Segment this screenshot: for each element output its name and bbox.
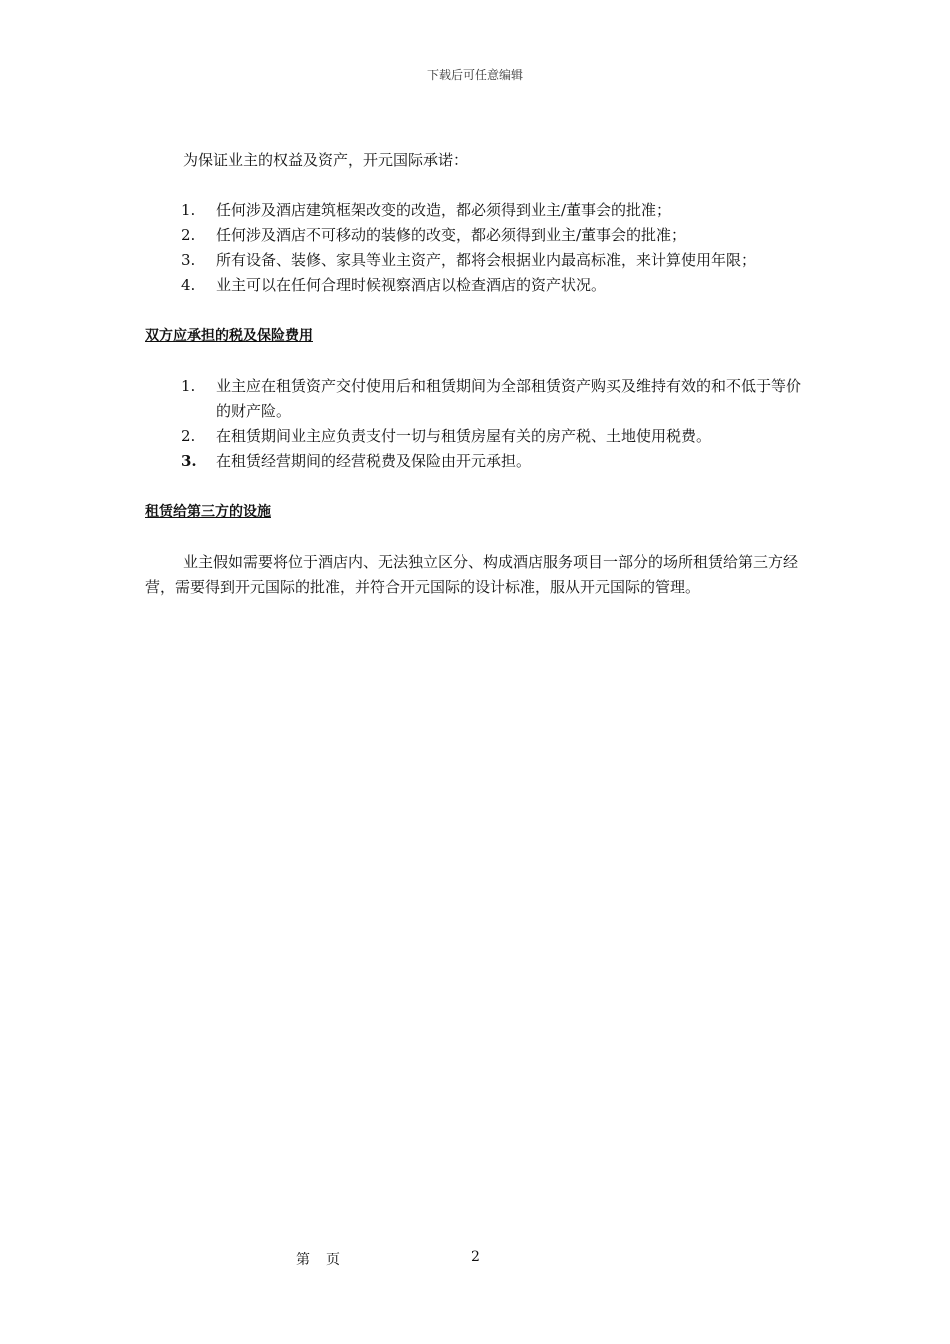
section-heading-third-party: 租赁给第三方的设施 [145, 504, 271, 520]
list-number: 2. [181, 427, 196, 445]
document-body [145, 148, 810, 600]
list-number: 4. [181, 276, 196, 294]
list-text: 业主应在租赁资产交付使用后和租赁期间为全部租赁资产购买及维持有效的和不低于等价的财产险。 [216, 377, 802, 420]
list-item [145, 198, 810, 223]
list-number: 1. [181, 377, 196, 395]
list-text: 在租赁经营期间的经营税费及保险由开元承担。 [216, 452, 532, 470]
list-item [145, 374, 810, 424]
footer-label-ye: 页 [326, 1252, 340, 1268]
tax-list [145, 374, 810, 474]
list-item [145, 424, 810, 449]
list-item [145, 449, 810, 474]
list-item [145, 223, 810, 248]
list-text: 任何涉及酒店建筑框架改变的改造，都必须得到业主/董事会的批准； [216, 201, 672, 219]
list-text: 在租赁期间业主应负责支付一切与租赁房屋有关的房产税、土地使用税费。 [216, 427, 712, 445]
footer-label-di: 第 [296, 1252, 310, 1268]
list-number: 3. [181, 251, 196, 269]
section-heading-tax: 双方应承担的税及保险费用 [145, 328, 313, 344]
list-text: 任何涉及酒店不可移动的装修的改变，都必须得到业主/董事会的批准； [216, 226, 687, 244]
list-text: 业主可以在任何合理时候视察酒店以检查酒店的资产状况。 [216, 276, 607, 294]
list-item [145, 248, 810, 273]
third-party-paragraph: 业主假如需要将位于酒店内、无法独立区分、构成酒店服务项目一部分的场所租赁给第三方经营，需要得到开元国际的批准，并符合开元国际的设计标准，服从开元国际的管理。 [145, 553, 799, 596]
header-note: 下载后可任意编辑 [426, 68, 523, 82]
page-number: 2 [471, 1249, 480, 1265]
list-number: 1. [181, 201, 196, 219]
list-text: 所有设备、装修、家具等业主资产，都将会根据业内最高标准，来计算使用年限； [216, 251, 757, 269]
list-item [145, 273, 810, 298]
list-number: 3. [181, 452, 197, 470]
promises-list [145, 198, 810, 298]
intro-paragraph: 为保证业主的权益及资产，开元国际承诺： [183, 151, 469, 169]
list-number: 2. [181, 226, 196, 244]
